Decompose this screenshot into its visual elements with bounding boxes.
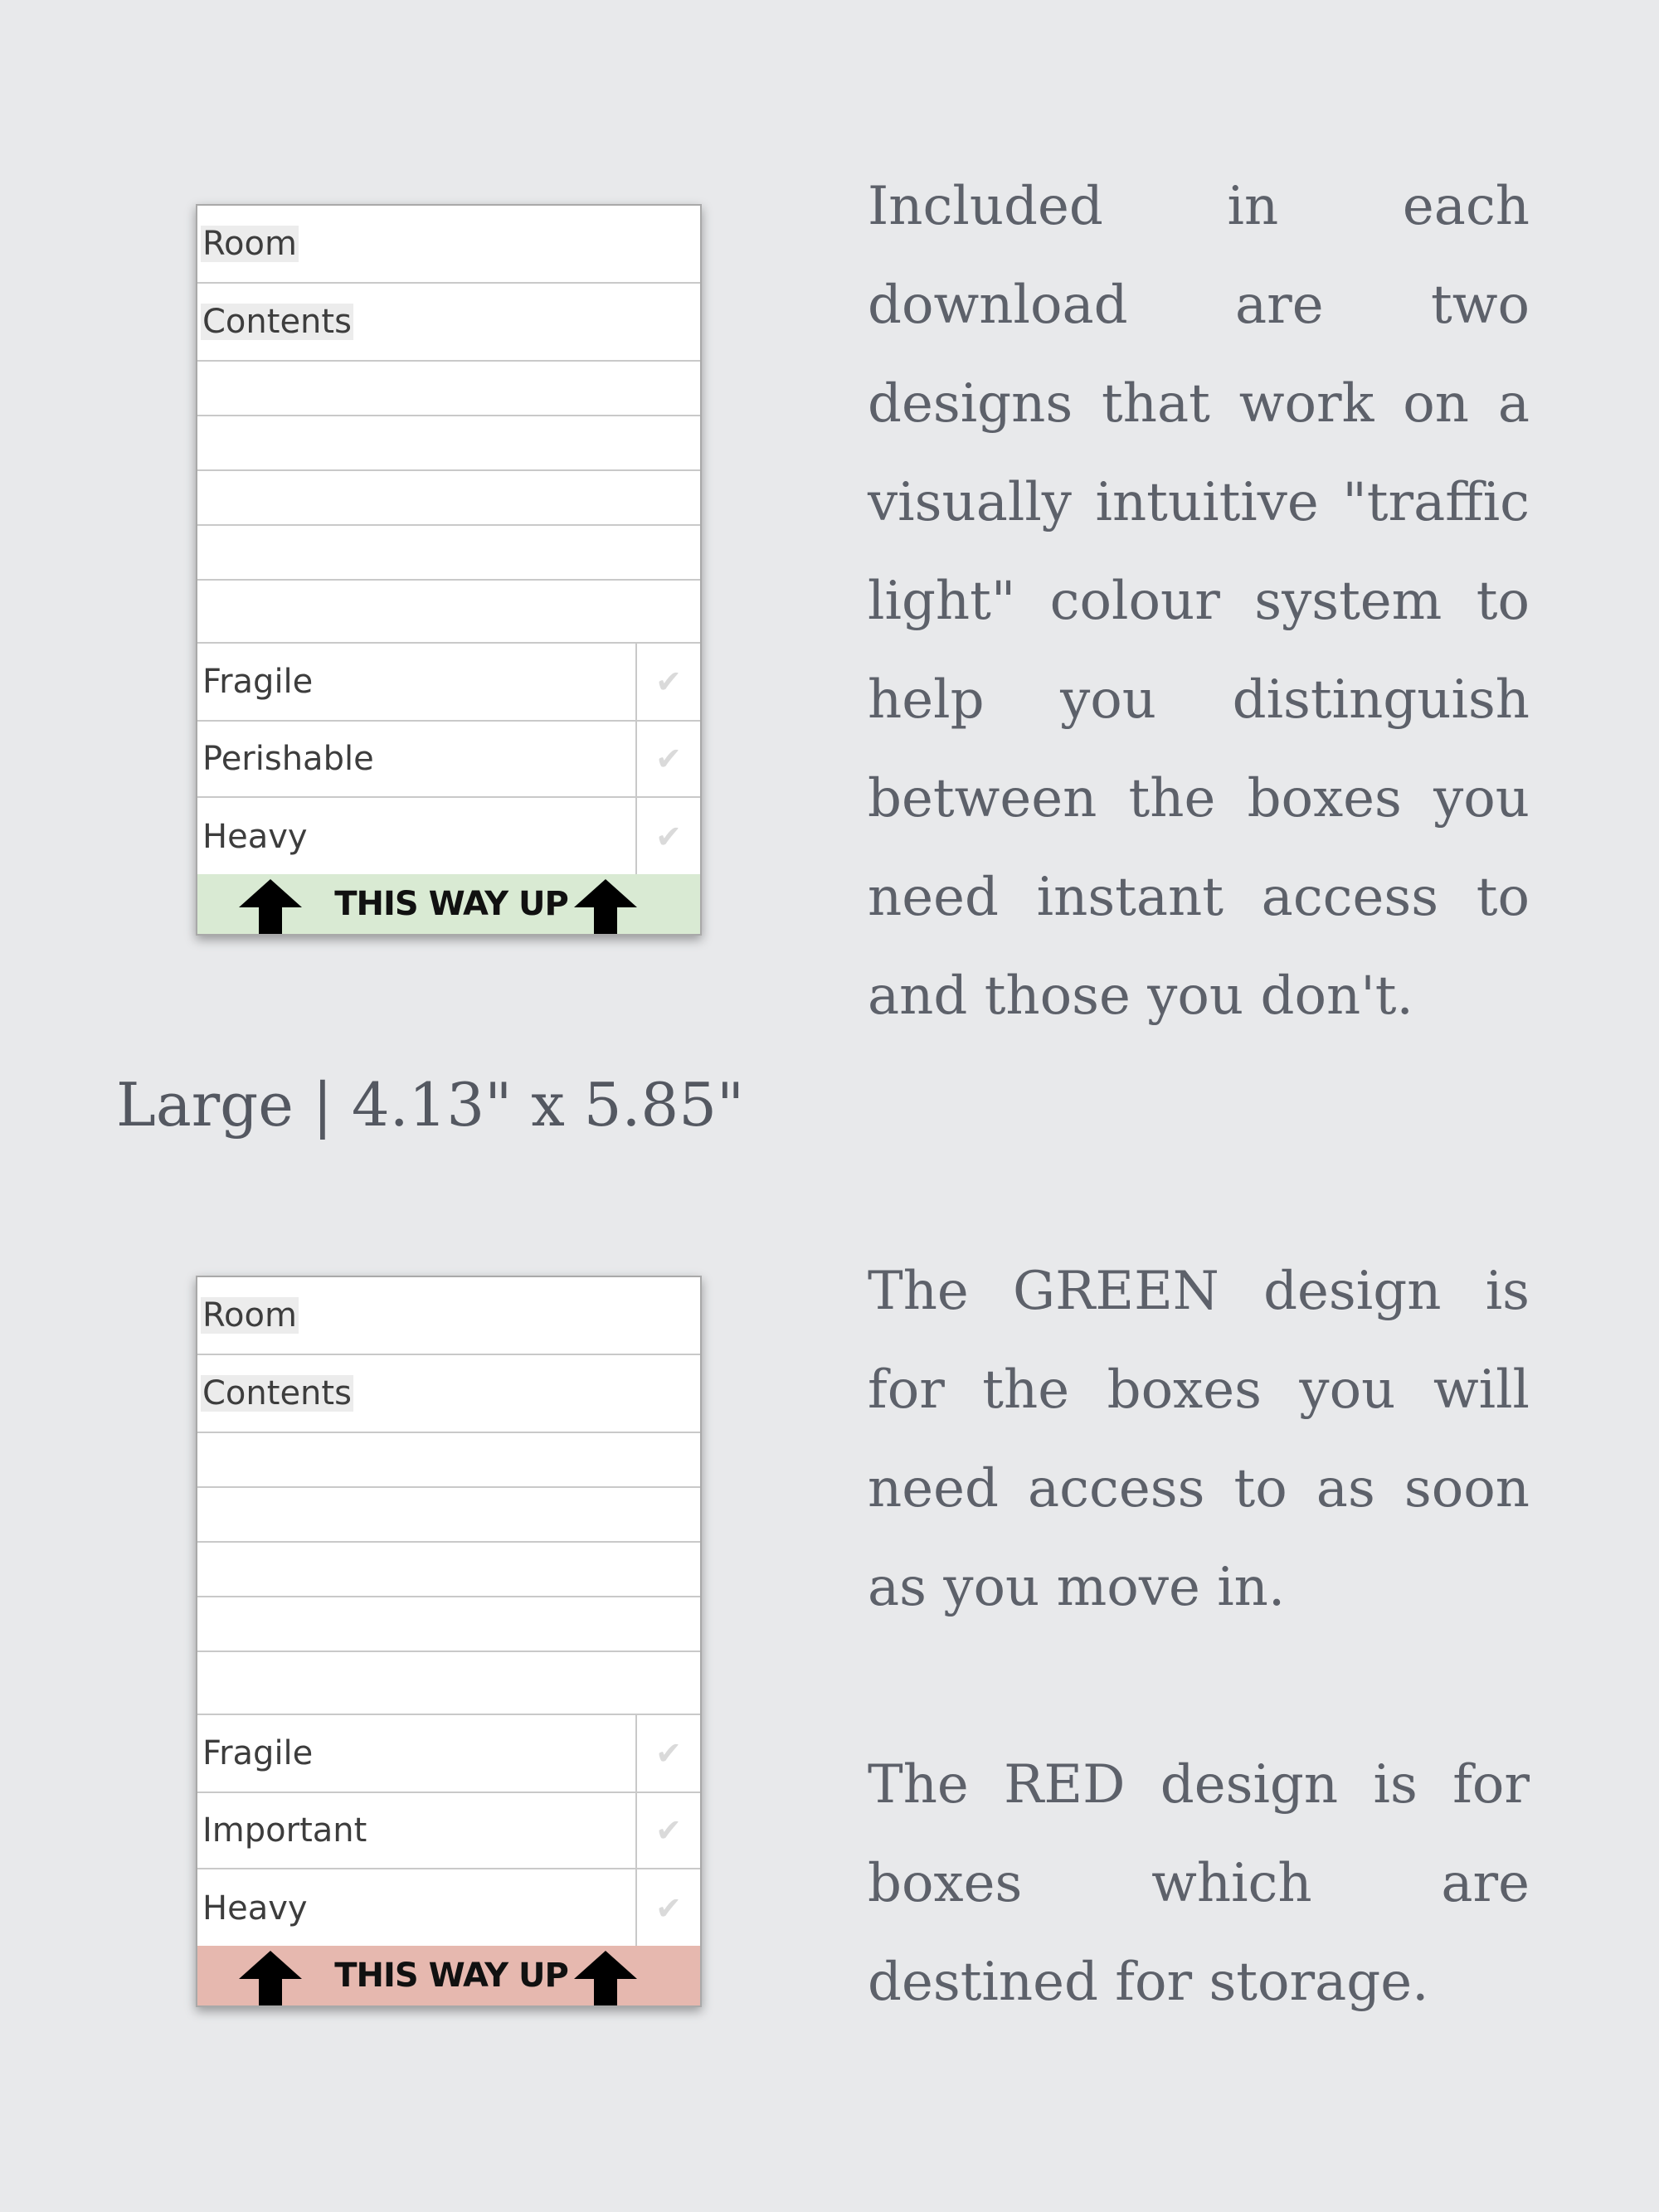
checkmark-icon: ✔ bbox=[655, 664, 682, 700]
blank-line bbox=[197, 1543, 700, 1597]
check-label: Fragile bbox=[202, 1734, 314, 1772]
this-way-up-banner bbox=[197, 874, 700, 934]
check-cell bbox=[635, 1869, 700, 1947]
this-way-up-banner bbox=[197, 1946, 700, 2005]
green-box-label bbox=[196, 204, 702, 936]
checkmark-icon: ✔ bbox=[655, 1735, 682, 1772]
room-row bbox=[197, 206, 700, 284]
check-cell bbox=[635, 1715, 700, 1791]
room-row bbox=[197, 1277, 700, 1355]
arrow-up-icon bbox=[574, 879, 637, 934]
red-design-paragraph: The RED design is for boxes which are destined for storage. bbox=[868, 1754, 1530, 2013]
checkmark-icon: ✔ bbox=[655, 741, 682, 777]
blank-line bbox=[197, 581, 700, 644]
blank-line bbox=[197, 526, 700, 581]
check-row-heavy bbox=[197, 1869, 700, 1947]
red-box-label bbox=[196, 1276, 702, 2007]
check-row-perishable bbox=[197, 722, 700, 798]
check-row-important bbox=[197, 1793, 700, 1869]
blank-line bbox=[197, 416, 700, 471]
blank-line bbox=[197, 1652, 700, 1715]
check-label: Fragile bbox=[202, 663, 314, 701]
blank-line bbox=[197, 1597, 700, 1652]
checkmark-icon: ✔ bbox=[655, 1812, 682, 1849]
green-design-paragraph: The GREEN design is for the boxes you will need access to as soon as you move in. bbox=[868, 1261, 1530, 1618]
check-cell bbox=[635, 798, 700, 876]
check-cell bbox=[635, 644, 700, 720]
room-label: Room bbox=[202, 1296, 297, 1334]
blank-line bbox=[197, 1433, 700, 1488]
contents-label: Contents bbox=[202, 303, 352, 341]
check-label: Important bbox=[202, 1811, 367, 1850]
this-way-up-text: THIS WAY UP bbox=[334, 1957, 568, 1995]
arrow-up-icon bbox=[574, 1951, 637, 2005]
contents-row bbox=[197, 1355, 700, 1433]
room-label: Room bbox=[202, 225, 297, 263]
check-cell bbox=[635, 1793, 700, 1868]
check-label: Perishable bbox=[202, 740, 374, 778]
intro-paragraph: Included in each download are two designs that work on a visually intuitive "traffic light" colour system to help you distinguish between the boxes you need instant access to and those you don't. bbox=[868, 176, 1530, 1027]
checkmark-icon: ✔ bbox=[655, 1890, 682, 1927]
blank-line bbox=[197, 362, 700, 416]
this-way-up-text: THIS WAY UP bbox=[334, 885, 568, 923]
contents-row bbox=[197, 284, 700, 362]
check-label: Heavy bbox=[202, 818, 308, 856]
size-caption: Large | 4.13" x 5.85" bbox=[116, 1070, 745, 1140]
checkmark-icon: ✔ bbox=[655, 819, 682, 855]
check-row-fragile bbox=[197, 644, 700, 722]
check-label: Heavy bbox=[202, 1889, 308, 1928]
blank-line bbox=[197, 1488, 700, 1543]
contents-label: Contents bbox=[202, 1374, 352, 1412]
check-row-fragile bbox=[197, 1715, 700, 1793]
check-cell bbox=[635, 722, 700, 796]
check-row-heavy bbox=[197, 798, 700, 876]
blank-line bbox=[197, 471, 700, 526]
